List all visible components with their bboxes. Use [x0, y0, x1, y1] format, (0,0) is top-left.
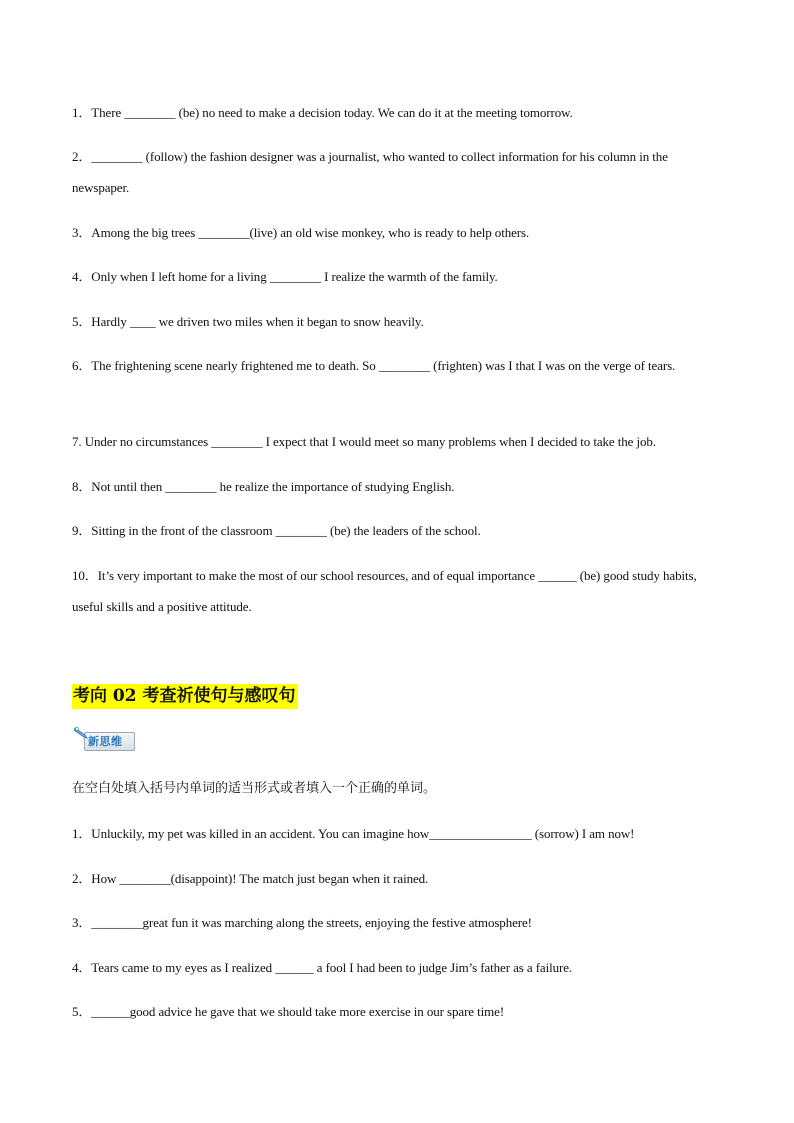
question-6: 6．The frightening scene nearly frightened me to death. So ________ (frighten) was I that I was on the verge of tears.: [72, 358, 676, 373]
badge-label: 新思维: [88, 735, 123, 748]
exclamation-question-2: 2．How ________(disappoint)! The match just began when it rained.: [72, 871, 429, 886]
exclamation-question-5: 5．______good advice he gave that we should take more exercise in our spare time!: [72, 1004, 505, 1019]
instruction-text: 在空白处填入括号内单词的适当形式或者填入一个正确的单词。: [72, 781, 437, 796]
new-thinking-badge: [72, 726, 136, 752]
question-1: 1．There ________ (be) no need to make a decision today. We can do it at the meeting tomorrow.: [72, 105, 573, 120]
exclamation-question-1: 1．Unluckily, my pet was killed in an accident. You can imagine how________________ (sorrow) I am now!: [72, 826, 635, 841]
question-3: 3．Among the big trees ________(live) an old wise monkey, who is ready to help others.: [72, 225, 530, 240]
section-heading: 考向 02 考查祈使句与感叹句: [72, 684, 298, 709]
exclamation-question-3: 3．________great fun it was marching along the streets, enjoying the festive atmosphere!: [72, 915, 532, 930]
question-2: 2．________ (follow) the fashion designer was a journalist, who wanted to collect information for his column in the newspaper.: [72, 149, 668, 195]
question-5: 5．Hardly ____ we driven two miles when it began to snow heavily.: [72, 314, 424, 329]
exclamation-question-4: 4．Tears came to my eyes as I realized ______ a fool I had been to judge Jim’s father as a failure.: [72, 960, 573, 975]
question-4: 4．Only when I left home for a living ________ I realize the warmth of the family.: [72, 269, 498, 284]
question-10: 10．It’s very important to make the most of our school resources, and of equal importance ______ (be) good study habits, useful skills and a positive attitude.: [72, 568, 697, 614]
question-8: 8．Not until then ________ he realize the importance of studying English.: [72, 479, 455, 494]
question-9: 9．Sitting in the front of the classroom ________ (be) the leaders of the school.: [72, 523, 481, 538]
question-7: 7. Under no circumstances ________ I expect that I would meet so many problems when I decided to take the job.: [72, 434, 656, 449]
